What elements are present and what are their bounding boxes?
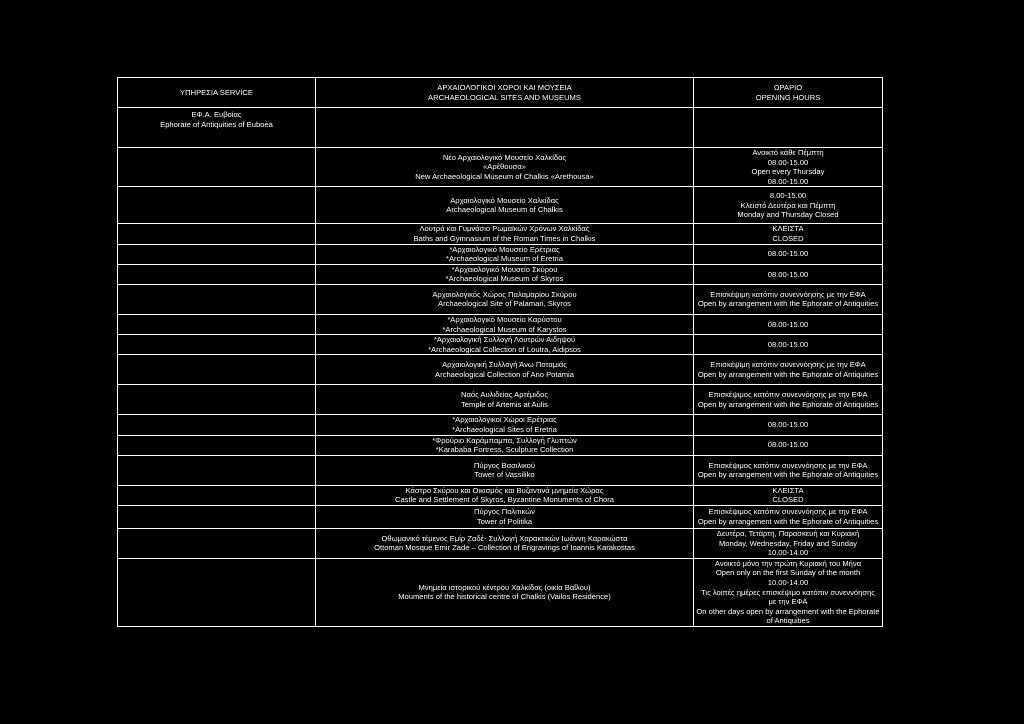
site-name-line: Λουτρά και Γυμνάσιο Ρωμαϊκών Χρόνων Χαλκίδας	[419, 224, 590, 234]
table-row	[118, 455, 883, 485]
hours-line: 8.00-15.00	[769, 190, 807, 200]
table-row	[118, 244, 883, 264]
site-name-line: Οθωμανικό τέμενος Εμίρ Ζαδέ- Συλλογή Χαρακτικών Ιωάννη Καρακώστα	[381, 533, 628, 543]
site-cell	[316, 284, 694, 314]
site-name-line: *Αρχαιολογικοί Χώροι Ερέτριας	[452, 415, 557, 425]
site-cell	[316, 415, 694, 435]
hours-header	[694, 78, 883, 108]
site-cell	[316, 385, 694, 415]
site-cell	[316, 455, 694, 485]
hours-cell	[694, 415, 883, 435]
service-cell	[118, 435, 316, 455]
hours-line: 08.00-15.00	[767, 319, 809, 329]
service-cell	[118, 355, 316, 385]
hours-line: 08.00-15.00	[767, 269, 809, 279]
table-row	[118, 284, 883, 314]
site-name-line: Mouments of the historical centre of Chalkis (Vailos Residence)	[398, 592, 611, 602]
site-name-line: Tower of Politika	[476, 516, 533, 526]
service-header-label: ΥΠΗΡΕΣΙΑ SERVICE	[180, 87, 253, 97]
site-name-line: New Archaeological Museum of Chalkis «Arethousa»	[415, 171, 594, 181]
service-cell	[118, 224, 316, 244]
service-cell	[118, 455, 316, 485]
hours-cell	[694, 385, 883, 415]
table-row	[118, 187, 883, 224]
site-name-line: Archaeological Site of Palamari, Skyros	[438, 299, 571, 309]
service-cell	[118, 558, 316, 626]
service-cell	[118, 264, 316, 284]
site-cell	[316, 528, 694, 558]
hours-line: Open by arrangement with the Ephorate of Antiquities	[697, 470, 879, 480]
service-cell	[118, 505, 316, 528]
service-cell	[118, 528, 316, 558]
hours-cell	[694, 355, 883, 385]
hours-line: Επισκέψιμος κατόπιν συνεννόησης με την ΕΦΑ	[708, 460, 868, 470]
hours-line: Open by arrangement with the Ephorate of Antiquities	[697, 299, 879, 309]
site-cell	[316, 558, 694, 626]
service-cell	[118, 244, 316, 264]
service-cell	[118, 284, 316, 314]
hours-line: Open only on the first Sunday of the month	[715, 568, 861, 578]
hours-line: ΚΛΕΙΣΤΑ	[772, 224, 804, 234]
site-cell	[316, 435, 694, 455]
table-row	[118, 335, 883, 355]
hours-cell	[694, 314, 883, 334]
table-row	[118, 505, 883, 528]
hours-cell	[694, 528, 883, 558]
hours-line: 08.00-15.00	[767, 249, 809, 259]
table-row	[118, 385, 883, 415]
service-cell	[118, 415, 316, 435]
hours-line: Ανοικτό μόνο την πρώτη Κυριακή του Μήνα	[714, 558, 862, 568]
service-cell	[118, 187, 316, 224]
table-row	[118, 528, 883, 558]
table-row	[118, 415, 883, 435]
ephorate-row	[118, 108, 883, 148]
table-row	[118, 224, 883, 244]
site-name-line: Temple of Artemis at Aulis	[461, 399, 548, 409]
site-cell	[316, 505, 694, 528]
hours-line: 08.00-15.00	[767, 157, 809, 167]
site-name-line: Πύργος Βασιλικού	[473, 460, 536, 470]
hours-cell	[694, 244, 883, 264]
site-name-line: Ναός Αυλιδείας Αρτέμιδος	[460, 390, 549, 400]
site-name-line: Archaeological Museum of Chalkis	[446, 205, 563, 215]
site-name-line: *Αρχαιολογικό Μουσείο Σκύρου	[451, 264, 558, 274]
hours-line: Κλειστό Δευτέρα και Πέμπτη	[740, 200, 836, 210]
hours-cell	[694, 224, 883, 244]
sites-header	[316, 78, 694, 108]
site-name-line: Ottoman Mosque Emir Zade – Collection of Engravings of Ioannis Karakostas	[374, 543, 635, 553]
hours-line: 10.00-14.00	[767, 548, 809, 558]
hours-line: 08.00-15.00	[767, 420, 809, 430]
hours-line: με την ΕΦΑ	[768, 597, 808, 607]
opening-hours-table	[117, 77, 883, 627]
hours-line: ΚΛΕΙΣΤΑ	[772, 485, 804, 495]
site-name-line: *Archaeological Sites of Eretria	[452, 424, 557, 434]
site-cell	[316, 148, 694, 187]
site-name-line: Νέο Αρχαιολογικό Μουσείο Χαλκίδας	[442, 152, 567, 162]
hours-line: of Antiquities	[766, 616, 810, 626]
hours-line: Open by arrangement with the Ephorate of Antiquities	[697, 369, 879, 379]
site-name-line: Archaeological Collection of Ano Potamia	[435, 369, 574, 379]
service-header	[118, 78, 316, 108]
site-name-line: Αρχαιολογικός Χώρος Παλαμαρίου Σκύρου	[432, 289, 577, 299]
site-cell	[316, 485, 694, 505]
site-name-line: *Archaeological Museum of Karystos	[442, 324, 567, 334]
hours-line: CLOSED	[772, 495, 804, 505]
table-row	[118, 264, 883, 284]
site-name-line: Αρχαιολογικό Μουσείο Χαλκίδας	[450, 195, 559, 205]
site-name-line: Κάστρο Σκύρου και Οικισμός και Βυζαντινά μνημεία Χώρας	[405, 485, 604, 495]
hours-line: Open by arrangement with the Ephorate of Antiquities	[697, 399, 879, 409]
ephorate-en: Ephorate of Antiquities of Euboea	[160, 119, 273, 129]
site-name-line: *Φρούριο Καράμπαμπα, Συλλογή Γλυπτών	[432, 435, 577, 445]
hours-header-en: OPENING HOURS	[755, 92, 821, 102]
service-cell	[118, 485, 316, 505]
hours-line: Open by arrangement with the Ephorate of Antiquities	[697, 516, 879, 526]
hours-line: Τις λοιπές ημέρες επισκέψιμο κατόπιν συνεννόησης	[701, 587, 875, 597]
site-name-line: *Archaeological Museum of Skyros	[445, 274, 564, 284]
site-name-line: Μνημεία ιστορικού κέντρου Χαλκίδας (οικία Βαΐλου)	[418, 582, 591, 592]
hours-line: 08.00-15.00	[767, 440, 809, 450]
site-cell	[316, 264, 694, 284]
hours-line: 10.00-14.00	[767, 578, 809, 588]
site-cell	[316, 335, 694, 355]
site-cell	[316, 187, 694, 224]
header-row	[118, 78, 883, 108]
hours-cell	[694, 485, 883, 505]
hours-line: Ανοικτό κάθε Πέμπτη	[752, 148, 824, 157]
table-row	[118, 355, 883, 385]
site-cell	[316, 355, 694, 385]
hours-cell	[694, 148, 883, 187]
hours-line: Επισκέψιμος κατόπιν συνεννόησης με την ΕΦΑ	[708, 507, 868, 517]
hours-cell	[694, 505, 883, 528]
hours-cell	[694, 455, 883, 485]
ephorate-blank-sites	[316, 108, 694, 148]
service-cell	[118, 385, 316, 415]
hours-line: Monday, Wednesday, Friday and Sunday	[718, 538, 858, 548]
table-row	[118, 435, 883, 455]
hours-line: Επισκέψιμη κατόπιν συνεννόησης με την ΕΦΑ	[710, 289, 866, 299]
table-row	[118, 485, 883, 505]
table-row	[118, 314, 883, 334]
hours-cell	[694, 558, 883, 626]
table-row	[118, 558, 883, 626]
site-cell	[316, 224, 694, 244]
service-cell	[118, 148, 316, 187]
hours-cell	[694, 187, 883, 224]
site-name-line: Tower of Vassiliko	[474, 470, 535, 480]
site-cell	[316, 314, 694, 334]
ephorate-cell	[118, 108, 316, 148]
hours-line: Δευτέρα, Τετάρτη, Παρασκευή και Κυριακή	[716, 528, 860, 538]
hours-cell	[694, 435, 883, 455]
hours-line: Open every Thursday	[751, 167, 825, 177]
hours-line: Επισκέψιμη κατόπιν συνεννόησης με την ΕΦΑ	[710, 360, 866, 370]
ephorate-gr: ΕΦ.Α. Ευβοίας	[191, 110, 242, 119]
site-name-line: Castle and Settlement of Skyros, Byzantine Monuments of Chora	[394, 495, 615, 505]
site-name-line: Αρχαιολογική Συλλογή Άνω Ποταμιάς	[442, 360, 567, 370]
site-name-line: *Archaeological Collection of Loutra, Aidipsos	[428, 344, 581, 354]
site-name-line: *Αρχαιολογικό Μουσείο Ερέτριας	[449, 244, 560, 254]
site-name-line: Baths and Gymnasium of the Roman Times in Chalkis	[413, 233, 596, 243]
service-cell	[118, 335, 316, 355]
hours-cell	[694, 335, 883, 355]
hours-line: 08.00-15.00	[767, 176, 809, 186]
hours-line: On other days open by arrangement with the Ephorate	[696, 606, 880, 616]
hours-line: Επισκέψιμος κατόπιν συνεννόησης με την ΕΦΑ	[708, 390, 868, 400]
site-name-line: «Αρέθουσα»	[483, 162, 526, 172]
site-name-line: *Αρχαιολογική Συλλογή Λουτρών Αιδηψού	[433, 335, 576, 345]
site-name-line: *Αρχαιολογικό Μουσείο Καρύστου	[447, 314, 562, 324]
service-cell	[118, 314, 316, 334]
site-name-line: *Archaeological Museum of Eretria	[446, 254, 563, 264]
table-row	[118, 148, 883, 187]
hours-line: 08.00-15.00	[767, 339, 809, 349]
site-name-line: Πύργος Πολιτικών	[474, 507, 535, 517]
hours-cell	[694, 264, 883, 284]
ephorate-blank-hours	[694, 108, 883, 148]
hours-cell	[694, 284, 883, 314]
sites-header-gr: ΑΡΧΑΙΟΛΟΓΙΚΟΙ ΧΩΡΟΙ ΚΑΙ ΜΟΥΣΕΙΑ	[437, 82, 572, 92]
hours-line: CLOSED	[772, 233, 804, 243]
sites-header-en: ARCHAEOLOGICAL SITES AND MUSEUMS	[428, 92, 581, 102]
hours-header-gr: ΩΡΑΡΙΟ	[773, 82, 803, 92]
site-cell	[316, 244, 694, 264]
hours-line: Monday and Thursday Closed	[737, 210, 839, 220]
site-name-line: *Karababa Fortress, Sculpture Collection	[435, 445, 574, 455]
